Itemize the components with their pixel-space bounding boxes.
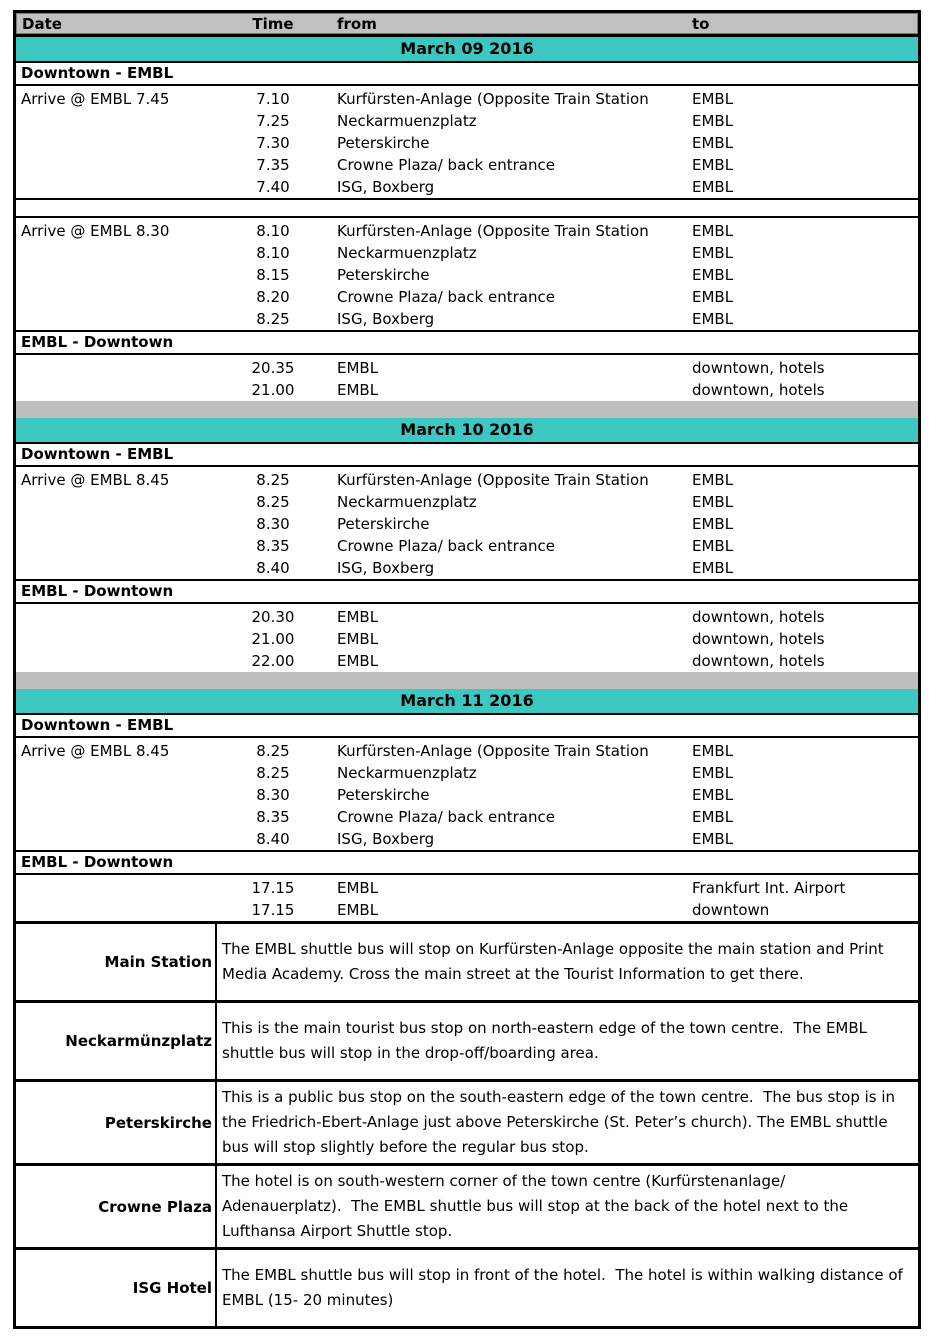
to-cell: EMBL: [692, 156, 734, 174]
schedule-row: [16, 154, 918, 176]
to-cell: EMBL: [692, 134, 734, 152]
time-cell: 7.10: [256, 90, 290, 108]
stop-name-crowne-plaza: Crowne Plaza: [16, 1166, 217, 1247]
from-cell: Neckarmuenzplatz: [337, 112, 477, 130]
date-cell-empty: [16, 154, 230, 176]
schedule-block: [16, 875, 918, 924]
schedule-block: [16, 467, 918, 581]
time-cell: 22.00: [251, 652, 295, 670]
stop-name-main-station: Main Station: [16, 924, 217, 1000]
to-cell: downtown: [692, 901, 770, 919]
from-cell: Crowne Plaza/ back entrance: [337, 288, 555, 306]
time-cell: 8.10: [256, 244, 290, 262]
to-cell: EMBL: [692, 808, 734, 826]
to-cell: Frankfurt Int. Airport: [692, 879, 846, 897]
from-cell: EMBL: [337, 630, 379, 648]
schedule-block: [16, 218, 918, 332]
schedule-row: [16, 828, 918, 850]
to-cell: EMBL: [692, 559, 734, 577]
from-cell: Kurfürsten-Anlage (Opposite Train Station: [337, 222, 649, 240]
date-cell-empty: [16, 264, 230, 286]
stop-description-text: This is a public bus stop on the south-eastern edge of the town centre. The bus stop is in the Friedrich-Ebert-Anlage just above Peterskirche (St. Peter’s church). The EMBL shuttle bus will stop slightly before the regular bus stop.: [222, 1088, 900, 1156]
date-header-march-11: March 11 2016: [16, 689, 918, 715]
from-cell: ISG, Boxberg: [337, 310, 435, 328]
date-cell-empty: [16, 606, 230, 628]
date-cell-empty: [16, 308, 230, 330]
schedule-row: [16, 899, 918, 921]
time-cell: 17.15: [251, 879, 295, 897]
from-cell: Peterskirche: [337, 515, 430, 533]
from-cell: ISG, Boxberg: [337, 830, 435, 848]
from-cell: EMBL: [337, 652, 379, 670]
to-cell: EMBL: [692, 493, 734, 511]
time-cell: 8.25: [256, 310, 290, 328]
time-cell: 8.35: [256, 537, 290, 555]
date-cell-empty: [16, 557, 230, 579]
schedule-row: [16, 806, 918, 828]
column-header-to: to: [692, 14, 710, 33]
date-cell-empty: [16, 828, 230, 850]
schedule-row: [16, 176, 918, 198]
from-cell: Neckarmuenzplatz: [337, 764, 477, 782]
time-cell: 8.35: [256, 808, 290, 826]
column-header-time: Time: [252, 14, 294, 33]
time-cell: 21.00: [251, 381, 295, 399]
from-cell: EMBL: [337, 381, 379, 399]
stop-description: [217, 1082, 918, 1163]
to-cell: EMBL: [692, 178, 734, 196]
schedule-row: [16, 740, 918, 762]
to-cell: EMBL: [692, 244, 734, 262]
stop-description: [217, 924, 918, 1000]
stop-description-row: [16, 1166, 918, 1250]
date-cell-empty: [16, 110, 230, 132]
from-cell: Crowne Plaza/ back entrance: [337, 808, 555, 826]
date-header-march-09: March 09 2016: [16, 37, 918, 63]
arrival-note: Arrive @ EMBL 8.45: [21, 742, 170, 760]
date-cell-empty: [16, 242, 230, 264]
arrival-note: Arrive @ EMBL 8.45: [21, 471, 170, 489]
column-header-from: from: [337, 14, 377, 33]
from-cell: EMBL: [337, 879, 379, 897]
to-cell: downtown, hotels: [692, 652, 825, 670]
from-cell: EMBL: [337, 901, 379, 919]
stop-description-text: The EMBL shuttle bus will stop on Kurfürsten-Anlage opposite the main station and Print Media Academy. Cross the main street at the Tourist Information to get there.: [222, 940, 889, 983]
stop-description-row: [16, 1003, 918, 1082]
schedule-row: [16, 242, 918, 264]
from-cell: ISG, Boxberg: [337, 559, 435, 577]
time-cell: 17.15: [251, 901, 295, 919]
to-cell: EMBL: [692, 112, 734, 130]
stop-description: [217, 1166, 918, 1247]
schedule-row: [16, 606, 918, 628]
date-cell-empty: [16, 513, 230, 535]
date-cell-empty: [16, 806, 230, 828]
from-cell: Peterskirche: [337, 134, 430, 152]
to-cell: EMBL: [692, 222, 734, 240]
schedule-row: [16, 650, 918, 672]
from-cell: EMBL: [337, 359, 379, 377]
schedule-row: [16, 379, 918, 401]
from-cell: Peterskirche: [337, 786, 430, 804]
stop-name-peterskirche: Peterskirche: [16, 1082, 217, 1163]
to-cell: EMBL: [692, 266, 734, 284]
stop-description-row: [16, 1250, 918, 1326]
stop-description-text: This is the main tourist bus stop on north-eastern edge of the town centre. The EMBL shuttle bus will stop in the drop-off/boarding area.: [222, 1019, 872, 1062]
empty-gap-row: [16, 200, 918, 218]
time-cell: 7.35: [256, 156, 290, 174]
schedule-row: [16, 877, 918, 899]
to-cell: EMBL: [692, 310, 734, 328]
schedule-row: [16, 535, 918, 557]
schedule-row: [16, 286, 918, 308]
from-cell: Crowne Plaza/ back entrance: [337, 156, 555, 174]
from-cell: ISG, Boxberg: [337, 178, 435, 196]
time-cell: 8.20: [256, 288, 290, 306]
section-label-downtown-embl: Downtown - EMBL: [16, 444, 918, 467]
section-label-embl-downtown: EMBL - Downtown: [16, 852, 918, 875]
stop-description-row: [16, 924, 918, 1003]
time-cell: 8.25: [256, 742, 290, 760]
date-cell-empty: [16, 379, 230, 401]
column-header-date: Date: [22, 14, 62, 33]
time-cell: 8.25: [256, 764, 290, 782]
stop-description-row: [16, 1082, 918, 1166]
time-cell: 8.30: [256, 515, 290, 533]
date-cell-empty: [16, 762, 230, 784]
from-cell: Crowne Plaza/ back entrance: [337, 537, 555, 555]
section-label-embl-downtown: EMBL - Downtown: [16, 332, 918, 355]
arrival-note: Arrive @ EMBL 8.30: [21, 222, 170, 240]
date-cell-empty: [16, 491, 230, 513]
from-cell: Neckarmuenzplatz: [337, 493, 477, 511]
schedule-row: [16, 88, 918, 110]
date-cell-empty: [16, 176, 230, 198]
time-cell: 7.30: [256, 134, 290, 152]
time-cell: 7.40: [256, 178, 290, 196]
to-cell: downtown, hotels: [692, 381, 825, 399]
date-cell-empty: [16, 357, 230, 379]
from-cell: Kurfürsten-Anlage (Opposite Train Station: [337, 471, 649, 489]
from-cell: EMBL: [337, 608, 379, 626]
time-cell: 8.25: [256, 493, 290, 511]
date-cell-empty: [16, 877, 230, 899]
date-cell-empty: [16, 535, 230, 557]
schedule-row: [16, 357, 918, 379]
stop-description: [217, 1250, 918, 1326]
schedule-block: [16, 355, 918, 401]
to-cell: EMBL: [692, 471, 734, 489]
schedule-block: [16, 604, 918, 672]
time-cell: 8.25: [256, 471, 290, 489]
to-cell: EMBL: [692, 90, 734, 108]
date-cell-empty: [16, 650, 230, 672]
schedule-row: [16, 762, 918, 784]
date-cell-empty: [16, 784, 230, 806]
schedule-row: [16, 264, 918, 286]
gray-spacer: [16, 672, 918, 689]
date-cell-empty: [16, 286, 230, 308]
time-cell: 20.35: [251, 359, 295, 377]
to-cell: EMBL: [692, 537, 734, 555]
to-cell: downtown, hotels: [692, 359, 825, 377]
schedule-row: [16, 628, 918, 650]
stop-description-text: The EMBL shuttle bus will stop in front of the hotel. The hotel is within walking distance of EMBL (15- 20 minutes): [222, 1266, 908, 1309]
to-cell: EMBL: [692, 515, 734, 533]
date-cell-empty: [16, 899, 230, 921]
to-cell: downtown, hotels: [692, 630, 825, 648]
schedule-row: [16, 220, 918, 242]
to-cell: EMBL: [692, 786, 734, 804]
date-cell-empty: [16, 628, 230, 650]
to-cell: downtown, hotels: [692, 608, 825, 626]
to-cell: EMBL: [692, 764, 734, 782]
schedule-row: [16, 491, 918, 513]
schedule-block: [16, 86, 918, 200]
time-cell: 21.00: [251, 630, 295, 648]
from-cell: Kurfürsten-Anlage (Opposite Train Station: [337, 742, 649, 760]
from-cell: Neckarmuenzplatz: [337, 244, 477, 262]
date-header-march-10: March 10 2016: [16, 418, 918, 444]
time-cell: 8.15: [256, 266, 290, 284]
section-label-downtown-embl: Downtown - EMBL: [16, 715, 918, 738]
time-cell: 20.30: [251, 608, 295, 626]
date-cell-empty: [16, 132, 230, 154]
schedule-row: [16, 513, 918, 535]
gray-spacer: [16, 401, 918, 418]
stop-name-neckarmuenzplatz: Neckarmünzplatz: [16, 1003, 217, 1079]
schedule-row: [16, 132, 918, 154]
stop-name-isg-hotel: ISG Hotel: [16, 1250, 217, 1326]
schedule-row: [16, 557, 918, 579]
stop-description: [217, 1003, 918, 1079]
to-cell: EMBL: [692, 742, 734, 760]
column-header-row: [16, 13, 918, 37]
section-label-downtown-embl: Downtown - EMBL: [16, 63, 918, 86]
schedule-row: [16, 469, 918, 491]
schedule-block: [16, 738, 918, 852]
from-cell: Kurfürsten-Anlage (Opposite Train Station: [337, 90, 649, 108]
shuttle-schedule-table: [13, 10, 921, 1329]
to-cell: EMBL: [692, 288, 734, 306]
stop-description-text: The hotel is on south-western corner of the town centre (Kurfürstenanlage/ Adenauerplatz). The EMBL shuttle bus will stop at the back of the hotel next to the Lufthansa Airport Shuttle stop.: [222, 1172, 853, 1240]
time-cell: 8.30: [256, 786, 290, 804]
time-cell: 7.25: [256, 112, 290, 130]
schedule-row: [16, 308, 918, 330]
time-cell: 8.40: [256, 559, 290, 577]
schedule-row: [16, 784, 918, 806]
to-cell: EMBL: [692, 830, 734, 848]
from-cell: Peterskirche: [337, 266, 430, 284]
schedule-row: [16, 110, 918, 132]
arrival-note: Arrive @ EMBL 7.45: [21, 90, 170, 108]
section-label-embl-downtown: EMBL - Downtown: [16, 581, 918, 604]
time-cell: 8.40: [256, 830, 290, 848]
time-cell: 8.10: [256, 222, 290, 240]
